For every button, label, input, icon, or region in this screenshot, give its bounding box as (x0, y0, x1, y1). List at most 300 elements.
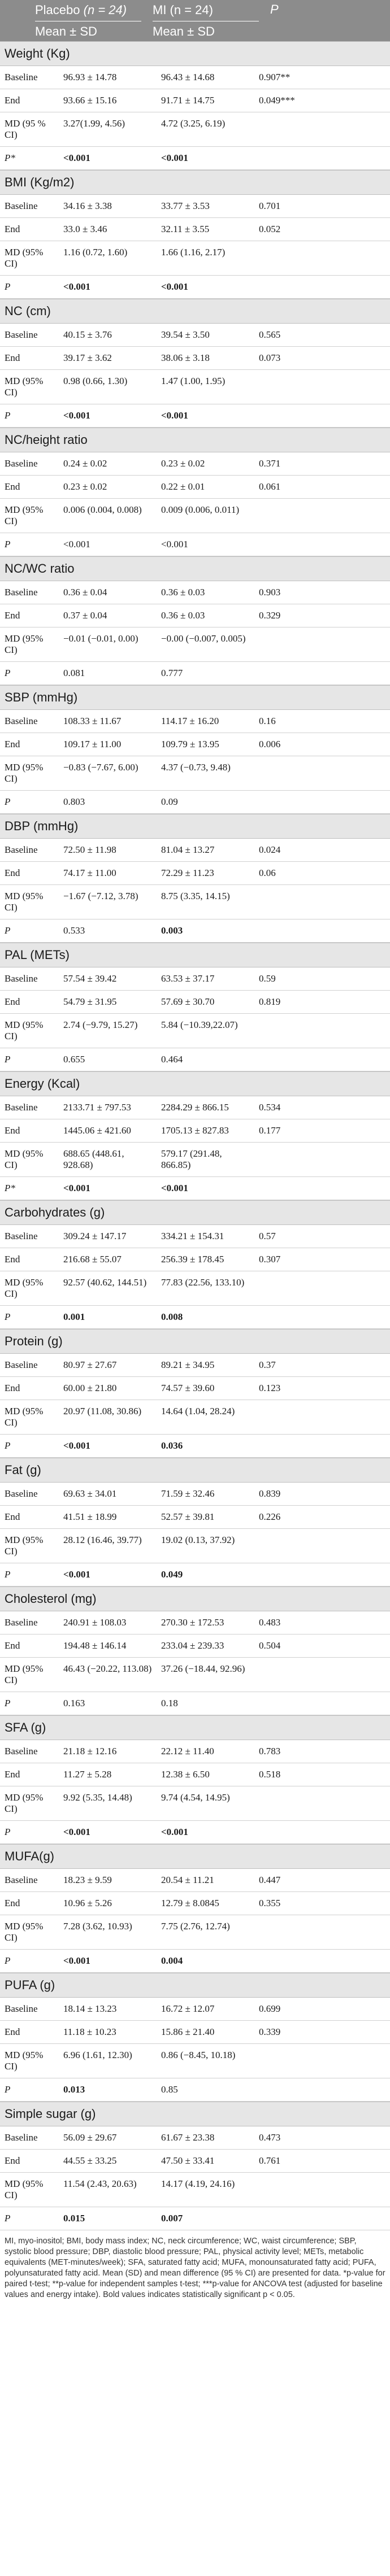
placebo-value: 18.23 ± 9.59 (63, 1875, 112, 1885)
p-value (254, 662, 390, 685)
row-label: End (5, 2155, 20, 2166)
row-label: Baseline (5, 1746, 38, 1756)
mi-value: 22.12 ± 11.40 (161, 1746, 214, 1756)
row-label: MD (95% CI) (5, 891, 44, 913)
placebo-value: 0.013 (63, 2084, 85, 2095)
p-value: 0.307 (259, 1254, 281, 1265)
placebo-value: −1.67 (−7.12, 3.78) (63, 891, 138, 901)
placebo-value: 69.63 ± 34.01 (63, 1488, 117, 1499)
table-row (0, 347, 390, 370)
p-value: 0.006 (259, 739, 281, 749)
table-row (0, 147, 390, 170)
table-row (0, 533, 390, 556)
table-row (0, 1611, 390, 1634)
placebo-value: <0.001 (63, 1955, 90, 1966)
table-row (0, 862, 390, 885)
table-row (0, 1915, 390, 1950)
mi-value: 256.39 ± 178.45 (161, 1254, 224, 1265)
table-row (0, 241, 390, 276)
mi-value: 0.85 (161, 2084, 178, 2095)
section-title: NC/WC ratio (0, 556, 390, 581)
p-value (254, 885, 390, 919)
placebo-value: 0.23 ± 0.02 (63, 481, 107, 492)
header-mi-mean-sd: Mean ± SD (153, 21, 259, 39)
table-row (0, 2207, 390, 2230)
header-placebo (29, 0, 147, 41)
table-row (0, 1483, 390, 1506)
placebo-value: 93.66 ± 15.16 (63, 95, 117, 106)
row-label: P (5, 281, 11, 292)
mi-value: <0.001 (161, 410, 188, 421)
row-label: End (5, 996, 20, 1007)
mi-value: 81.04 ± 13.27 (161, 844, 215, 855)
p-value: 0.59 (259, 973, 276, 984)
placebo-value: 0.24 ± 0.02 (63, 458, 107, 469)
row-label: MD (95% CI) (5, 2050, 44, 2072)
section-title: NC/height ratio (0, 428, 390, 452)
placebo-value: <0.001 (63, 152, 90, 163)
table-row (0, 2126, 390, 2150)
mi-value: 39.54 ± 3.50 (161, 329, 210, 340)
placebo-value: 108.33 ± 11.67 (63, 716, 122, 726)
placebo-value: <0.001 (63, 410, 90, 421)
placebo-value: 54.79 ± 31.95 (63, 996, 117, 1007)
p-value (254, 404, 390, 427)
placebo-value: 0.001 (63, 1311, 85, 1322)
mi-value: <0.001 (161, 539, 188, 550)
mi-value: 0.008 (161, 1311, 183, 1322)
p-value: 0.473 (259, 2132, 281, 2143)
p-value (254, 1014, 390, 1048)
mi-value: <0.001 (161, 1183, 188, 1193)
mi-value: 12.79 ± 8.0845 (161, 1898, 219, 1908)
table-row (0, 2173, 390, 2207)
p-value (254, 1821, 390, 1843)
section-title: PAL (METs) (0, 943, 390, 967)
mi-value: 0.464 (161, 1054, 183, 1065)
mi-value: 1.66 (1.16, 2.17) (161, 247, 226, 258)
mi-value: 12.38 ± 6.50 (161, 1769, 210, 1780)
placebo-value: <0.001 (63, 1569, 90, 1580)
row-label: MD (95% CI) (5, 633, 44, 655)
p-value: 0.339 (259, 2026, 281, 2037)
table-body (0, 41, 390, 2230)
p-value: 0.447 (259, 1875, 281, 1885)
header-mi-label: MI (n = 24) (153, 3, 213, 17)
row-label: MD (95% CI) (5, 1277, 44, 1299)
table-row (0, 1096, 390, 1119)
table-row (0, 1506, 390, 1529)
p-value (254, 791, 390, 813)
p-value (254, 1435, 390, 1457)
row-label: P (5, 796, 11, 807)
row-label: MD (95% CI) (5, 504, 44, 526)
row-label: Baseline (5, 587, 38, 598)
row-label: MD (95% CI) (5, 2178, 44, 2200)
placebo-value: 92.57 (40.62, 144.51) (63, 1277, 147, 1288)
mi-value: 1705.13 ± 827.83 (161, 1125, 229, 1136)
row-label: P (5, 2213, 11, 2224)
p-value (254, 147, 390, 169)
header-mi (147, 0, 265, 41)
p-value: 0.177 (259, 1125, 281, 1136)
row-label: MD (95 % CI) (5, 118, 46, 140)
table-footnote: MI, myo-inositol; BMI, body mass index; NC, neck circumference; WC, waist circumference; SBP, systolic blood pressure; DBP, diastolic blood pressure; PAL, physical activity level; METs, metabolic equivalents (MET-minutes/week); SFA, saturated fatty acid; MUFA, monounsaturated fatty acid; PUFA, polyunsaturated fatty acid. Mean (SD) and mean difference (95 % CI) are presented for data. *p-value for paired t-test; **p-value for independent samples t-test; ***p-value for ANCOVA test (adjusted for baseline values and energy intake). Bold values indicates statistically significant p < 0.05. (5, 2237, 385, 2299)
row-label: Baseline (5, 1359, 38, 1370)
row-label: Baseline (5, 72, 38, 82)
row-label: Baseline (5, 973, 38, 984)
section-title: Cholesterol (mg) (0, 1586, 390, 1611)
mi-value: 74.57 ± 39.60 (161, 1383, 215, 1393)
placebo-value: 109.17 ± 11.00 (63, 739, 122, 749)
row-label: P (5, 1054, 11, 1065)
placebo-value: 39.17 ± 3.62 (63, 352, 112, 363)
mi-value: 20.54 ± 11.21 (161, 1875, 214, 1885)
p-value: 0.839 (259, 1488, 281, 1499)
placebo-value: 0.36 ± 0.04 (63, 587, 107, 598)
placebo-value: 0.533 (63, 925, 85, 936)
p-value (254, 756, 390, 790)
mi-value: 77.83 (22.56, 133.10) (161, 1277, 245, 1288)
section-title: Weight (Kg) (0, 41, 390, 66)
p-value (254, 1048, 390, 1071)
placebo-value: 11.18 ± 10.23 (63, 2026, 116, 2037)
row-label: P* (5, 152, 15, 163)
row-label: MD (95% CI) (5, 1792, 44, 1814)
section-title: SFA (g) (0, 1715, 390, 1740)
row-label: P (5, 2084, 11, 2095)
row-label: P (5, 668, 11, 678)
section-title: DBP (mmHg) (0, 814, 390, 839)
p-value: 0.16 (259, 716, 276, 726)
table-row (0, 1998, 390, 2021)
row-label: Baseline (5, 1488, 38, 1499)
row-label: Baseline (5, 2132, 38, 2143)
placebo-value: 0.655 (63, 1054, 85, 1065)
mi-value: 0.23 ± 0.02 (161, 458, 205, 469)
mi-value: 0.003 (161, 925, 183, 936)
section-title: BMI (Kg/m2) (0, 170, 390, 195)
table-row (0, 733, 390, 756)
p-value (254, 1692, 390, 1715)
placebo-value: <0.001 (63, 281, 90, 292)
p-value (254, 1950, 390, 1972)
table-row (0, 276, 390, 299)
table-row (0, 195, 390, 218)
p-value (254, 1915, 390, 1949)
p-value: 0.37 (259, 1359, 276, 1370)
header-p: P (270, 2, 279, 16)
table-row (0, 627, 390, 662)
mi-value: 38.06 ± 3.18 (161, 352, 210, 363)
p-value: 0.565 (259, 329, 281, 340)
row-label: P (5, 539, 11, 550)
p-value: 0.534 (259, 1102, 281, 1113)
p-value: 0.518 (259, 1769, 281, 1780)
mi-value: 89.21 ± 34.95 (161, 1359, 215, 1370)
placebo-value: 309.24 ± 147.17 (63, 1231, 127, 1241)
mi-value: 72.29 ± 11.23 (161, 868, 214, 878)
table-row (0, 2044, 390, 2078)
p-value: 0.052 (259, 224, 281, 234)
row-label: End (5, 1511, 20, 1522)
p-value (254, 1400, 390, 1434)
table-row (0, 499, 390, 533)
mi-value: 0.36 ± 0.03 (161, 610, 205, 621)
section-title: Protein (g) (0, 1329, 390, 1354)
placebo-value: 2133.71 ± 797.53 (63, 1102, 131, 1113)
mi-value: 0.049 (161, 1569, 183, 1580)
section-title: Energy (Kcal) (0, 1071, 390, 1096)
placebo-value: 3.27(1.99, 4.56) (63, 118, 125, 129)
mi-value: −0.00 (−0.007, 0.005) (161, 633, 246, 644)
placebo-value: 9.92 (5.35, 14.48) (63, 1792, 132, 1803)
placebo-value: 10.96 ± 5.26 (63, 1898, 112, 1908)
placebo-value: 21.18 ± 12.16 (63, 1746, 117, 1756)
table-row (0, 581, 390, 604)
mi-value: 0.09 (161, 796, 178, 807)
p-value (254, 1658, 390, 1692)
placebo-value: 44.55 ± 33.25 (63, 2155, 117, 2166)
mi-value: 0.004 (161, 1955, 183, 1966)
mi-value: 37.26 (−18.44, 92.96) (161, 1663, 245, 1674)
table-row (0, 1821, 390, 1844)
mi-value: 0.22 ± 0.01 (161, 481, 205, 492)
p-value (254, 1271, 390, 1305)
placebo-value: 2.74 (−9.79, 15.27) (63, 1019, 138, 1030)
row-label: P (5, 1311, 11, 1322)
mi-value: 14.64 (1.04, 28.24) (161, 1406, 235, 1416)
mi-value: 57.69 ± 30.70 (161, 996, 215, 1007)
table-row (0, 404, 390, 428)
table-row (0, 370, 390, 404)
placebo-value: 11.54 (2.43, 20.63) (63, 2178, 137, 2189)
p-value: 0.049*** (259, 95, 295, 106)
placebo-value: <0.001 (63, 1183, 90, 1193)
mi-value: 4.72 (3.25, 6.19) (161, 118, 226, 129)
mi-value: 0.007 (161, 2213, 183, 2224)
placebo-value: 74.17 ± 11.00 (63, 868, 116, 878)
table-row (0, 1177, 390, 1200)
table-row (0, 1563, 390, 1586)
row-label: End (5, 1898, 20, 1908)
p-value (254, 627, 390, 661)
p-value (254, 1563, 390, 1586)
placebo-value: 28.12 (16.46, 39.77) (63, 1535, 142, 1545)
placebo-value: 96.93 ± 14.78 (63, 72, 117, 82)
p-value: 0.355 (259, 1898, 281, 1908)
row-label: Baseline (5, 716, 38, 726)
row-label: MD (95% CI) (5, 247, 44, 269)
mi-value: 0.036 (161, 1440, 183, 1451)
row-label: MD (95% CI) (5, 1663, 44, 1685)
table-row (0, 1248, 390, 1271)
row-label: End (5, 224, 20, 234)
mi-value: <0.001 (161, 281, 188, 292)
row-label: Baseline (5, 1875, 38, 1885)
table-row (0, 1354, 390, 1377)
placebo-value: 0.37 ± 0.04 (63, 610, 107, 621)
mi-value: 52.57 ± 39.81 (161, 1511, 215, 1522)
placebo-value: 194.48 ± 146.14 (63, 1640, 127, 1651)
p-value: 0.903 (259, 587, 281, 598)
p-value: 0.483 (259, 1617, 281, 1628)
header-empty-cell (0, 0, 29, 41)
p-value (254, 533, 390, 556)
row-label: End (5, 1254, 20, 1265)
row-label: Baseline (5, 1617, 38, 1628)
placebo-value: 0.081 (63, 668, 85, 678)
placebo-value: −0.83 (−7.67, 6.00) (63, 762, 138, 773)
placebo-value: 0.803 (63, 796, 85, 807)
row-label: Baseline (5, 2003, 38, 2014)
row-label: MD (95% CI) (5, 762, 44, 784)
table-row (0, 2078, 390, 2102)
placebo-value: 1445.06 ± 421.60 (63, 1125, 131, 1136)
row-label: End (5, 1769, 20, 1780)
header-placebo-mean-sd: Mean ± SD (35, 21, 141, 39)
p-value: 0.371 (259, 458, 281, 469)
p-value: 0.761 (259, 2155, 281, 2166)
p-value: 0.226 (259, 1511, 281, 1522)
table-row (0, 1143, 390, 1177)
table-row (0, 756, 390, 791)
mi-value: 0.777 (161, 668, 183, 678)
p-value: 0.57 (259, 1231, 276, 1241)
table-row (0, 1377, 390, 1400)
row-label: End (5, 1125, 20, 1136)
table-row (0, 324, 390, 347)
row-label: P (5, 1827, 11, 1837)
p-value (254, 919, 390, 942)
placebo-value: <0.001 (63, 1827, 90, 1837)
row-label: P (5, 1955, 11, 1966)
section-title: NC (cm) (0, 299, 390, 324)
table-row (0, 1740, 390, 1763)
row-label: MD (95% CI) (5, 1921, 44, 1943)
placebo-value: 33.0 ± 3.46 (63, 224, 107, 234)
row-label: Baseline (5, 844, 38, 855)
placebo-value: <0.001 (63, 539, 90, 550)
mi-value: 7.75 (2.76, 12.74) (161, 1921, 230, 1932)
table-row (0, 839, 390, 862)
row-label: End (5, 2026, 20, 2037)
placebo-value: 1.16 (0.72, 1.60) (63, 247, 128, 258)
p-value (254, 241, 390, 275)
mi-value: 0.18 (161, 1698, 178, 1708)
mi-value: 114.17 ± 16.20 (161, 716, 219, 726)
placebo-value: 0.98 (0.66, 1.30) (63, 376, 128, 386)
p-value: 0.024 (259, 844, 281, 855)
mi-value: 19.02 (0.13, 37.92) (161, 1535, 235, 1545)
row-label: Baseline (5, 1102, 38, 1113)
table-row (0, 2150, 390, 2173)
p-value: 0.783 (259, 1746, 281, 1756)
header-placebo-n: (n = 24) (83, 3, 127, 17)
row-label: P* (5, 1183, 15, 1193)
table-row (0, 1119, 390, 1143)
p-value (254, 1143, 390, 1176)
placebo-value: 60.00 ± 21.80 (63, 1383, 117, 1393)
p-value: 0.123 (259, 1383, 281, 1393)
table-row (0, 885, 390, 919)
p-value: 0.819 (259, 996, 281, 1007)
p-value: 0.504 (259, 1640, 281, 1651)
p-value (254, 1306, 390, 1328)
placebo-value: 57.54 ± 39.42 (63, 973, 117, 984)
row-label: P (5, 410, 11, 421)
mi-value: 5.84 (−10.39,22.07) (161, 1019, 238, 1030)
placebo-value: 240.91 ± 108.03 (63, 1617, 127, 1628)
row-label: End (5, 95, 20, 106)
table-row (0, 967, 390, 991)
placebo-value: 56.09 ± 29.67 (63, 2132, 117, 2143)
placebo-value: 46.43 (−20.22, 113.08) (63, 1663, 152, 1674)
placebo-value: 0.015 (63, 2213, 85, 2224)
placebo-value: 0.006 (0.004, 0.008) (63, 504, 142, 515)
mi-value: 63.53 ± 37.17 (161, 973, 215, 984)
section-title: SBP (mmHg) (0, 685, 390, 710)
mi-value: <0.001 (161, 152, 188, 163)
placebo-value: 34.16 ± 3.38 (63, 200, 112, 211)
placebo-value: 688.65 (448.61, 928.68) (63, 1148, 124, 1170)
table-row (0, 218, 390, 241)
mi-value: 4.37 (−0.73, 9.48) (161, 762, 231, 773)
row-label: End (5, 739, 20, 749)
mi-value: 579.17 (291.48, 866.85) (161, 1148, 222, 1170)
mi-value: 2284.29 ± 866.15 (161, 1102, 229, 1113)
placebo-value: 80.97 ± 27.67 (63, 1359, 117, 1370)
p-value (254, 2173, 390, 2207)
mi-value: 270.30 ± 172.53 (161, 1617, 224, 1628)
row-label: MD (95% CI) (5, 1019, 44, 1041)
placebo-value: 40.15 ± 3.76 (63, 329, 112, 340)
table-row (0, 919, 390, 943)
table-row (0, 452, 390, 476)
mi-value: 334.21 ± 154.31 (161, 1231, 224, 1241)
mi-value: 1.47 (1.00, 1.95) (161, 376, 226, 386)
table-row (0, 1529, 390, 1563)
placebo-value: 6.96 (1.61, 12.30) (63, 2050, 132, 2060)
table-row (0, 1048, 390, 1071)
section-title: PUFA (g) (0, 1973, 390, 1998)
table-row (0, 1634, 390, 1658)
row-label: End (5, 352, 20, 363)
table-row (0, 1869, 390, 1892)
placebo-value: −0.01 (−0.01, 0.00) (63, 633, 138, 644)
mi-value: 0.86 (−8.45, 10.18) (161, 2050, 236, 2060)
row-label: Baseline (5, 1231, 38, 1241)
table-row (0, 112, 390, 147)
mi-value: 91.71 ± 14.75 (161, 95, 215, 106)
table-row (0, 1658, 390, 1692)
table-row (0, 89, 390, 112)
placebo-value: <0.001 (63, 1440, 90, 1451)
p-value (254, 276, 390, 298)
table-row (0, 1950, 390, 1973)
row-label: End (5, 868, 20, 878)
table-row (0, 1435, 390, 1458)
table-row (0, 1306, 390, 1329)
mi-value: <0.001 (161, 1827, 188, 1837)
p-value (254, 370, 390, 404)
table-row (0, 1786, 390, 1821)
table-row (0, 476, 390, 499)
p-value: 0.06 (259, 868, 276, 878)
placebo-value: 7.28 (3.62, 10.93) (63, 1921, 132, 1932)
mi-value: 0.36 ± 0.03 (161, 587, 205, 598)
mi-value: 47.50 ± 33.41 (161, 2155, 215, 2166)
